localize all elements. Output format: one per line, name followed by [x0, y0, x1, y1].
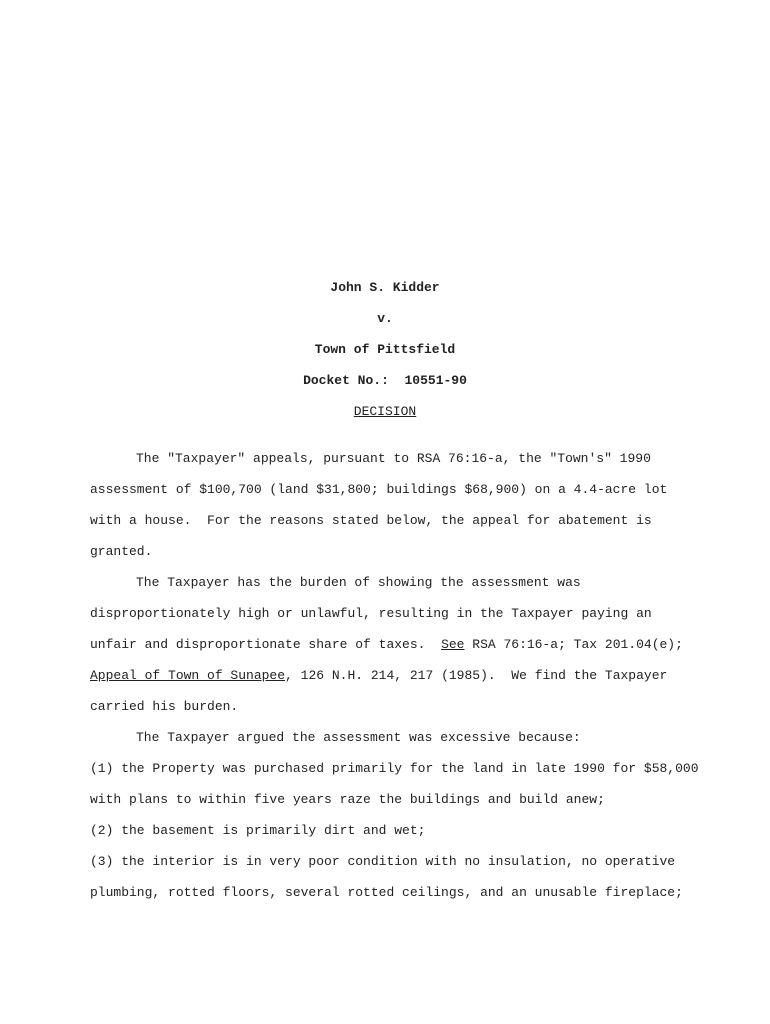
petitioner-name: John S. Kidder	[330, 280, 440, 295]
paragraph-2-line-2: disproportionately high or unlawful, resulting in the Taxpayer paying an	[90, 606, 652, 621]
paragraph-2-line-5: carried his burden.	[90, 699, 239, 714]
paragraph-1-line-4: granted.	[90, 544, 153, 559]
argument-item-3-line-2: plumbing, rotted floors, several rotted ceilings, and an unusable fireplace;	[90, 885, 683, 900]
decision-heading	[0, 404, 770, 420]
versus-label: v.	[377, 311, 393, 326]
paragraph-1-line-1: The "Taxpayer" appeals, pursuant to RSA 76:16-a, the "Town's" 1990	[136, 451, 651, 466]
paragraph-2-line-4	[90, 668, 667, 684]
argument-item-2: (2) the basement is primarily dirt and wet;	[90, 823, 426, 838]
paragraph-2-line-1: The Taxpayer has the burden of showing the assessment was	[136, 575, 581, 590]
decision-heading-text: DECISION	[353, 404, 417, 419]
case-citation: Appeal of Town of Sunapee	[90, 668, 286, 683]
paragraph-1-line-3: with a house. For the reasons stated below, the appeal for abatement is	[90, 513, 652, 528]
argument-item-3-line-1: (3) the interior is in very poor condition with no insulation, no operative	[90, 854, 676, 869]
paragraph-3-line-1: The Taxpayer argued the assessment was excessive because:	[136, 730, 581, 745]
argument-item-1-line-1: (1) the Property was purchased primarily for the land in late 1990 for $58,000	[90, 761, 699, 776]
paragraph-2-line-4-text: , 126 N.H. 214, 217 (1985). We find the Taxpayer	[285, 668, 668, 683]
docket-number: Docket No.: 10551-90	[303, 373, 467, 388]
see-citation-signal: See	[441, 637, 465, 652]
paragraph-2-line-3	[90, 637, 683, 653]
argument-item-1-line-2: with plans to within five years raze the buildings and build anew;	[90, 792, 605, 807]
paragraph-1-line-2: assessment of $100,700 (land $31,800; buildings $68,900) on a 4.4-acre lot	[90, 482, 668, 497]
respondent-name: Town of Pittsfield	[314, 342, 456, 357]
paragraph-2-line-3-citation: RSA 76:16-a; Tax 201.04(e);	[464, 637, 683, 652]
paragraph-2-line-3-text: unfair and disproportionate share of taxes.	[90, 637, 442, 652]
